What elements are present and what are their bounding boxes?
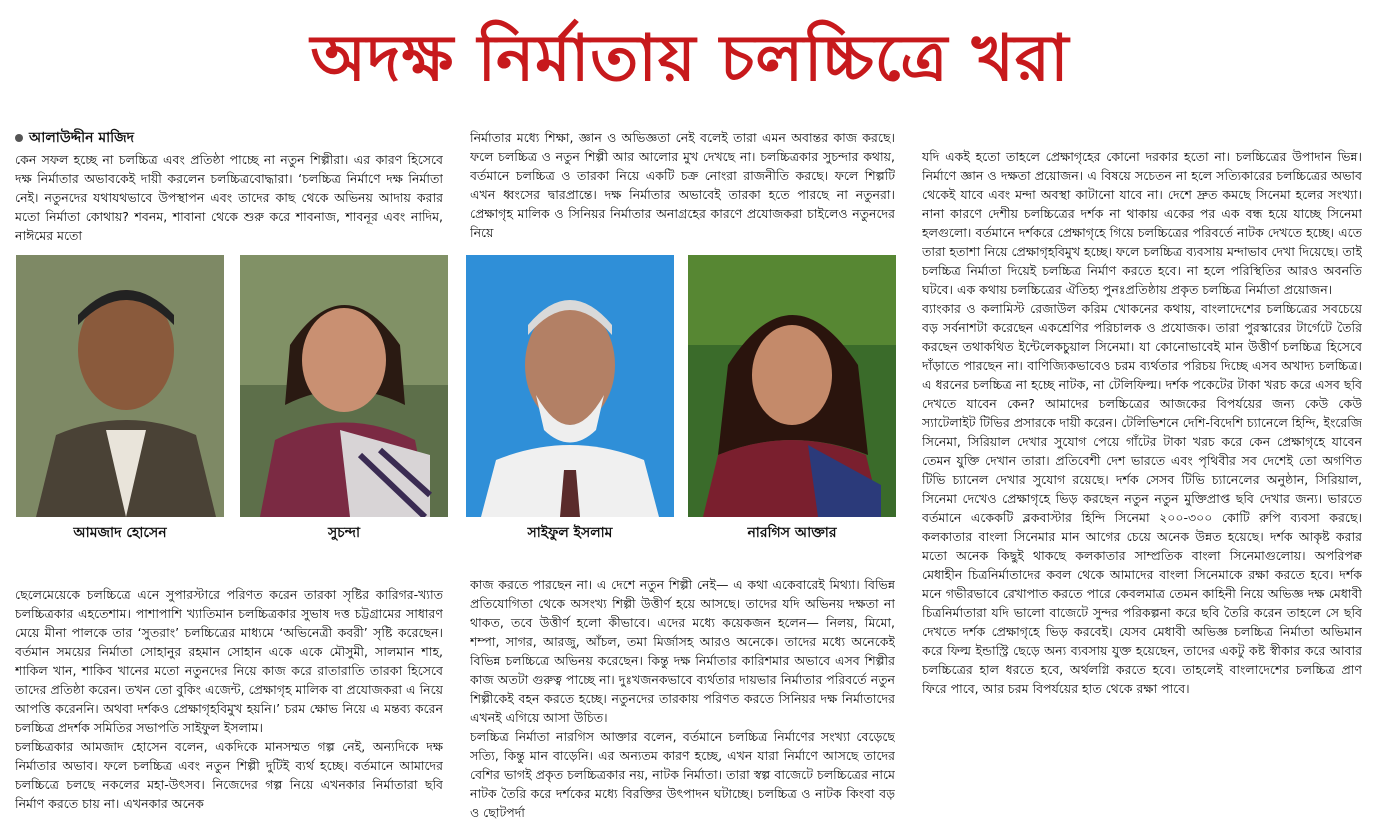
paragraph: ছেলেমেয়েকে চলচ্চিত্রে এনে সুপারস্টারে পরিণত করেন তারকা সৃষ্টির কারিগর-খ্যাত চলচ্চিত্রকার এহতেশাম। পাশাপাশি খ্যাতিমান চলচ্চিত্রকার সুভাষ দত্ত চট্টগ্রামের সাধারণ মেয়ে মীনা পালকে তার ‘সুতরাং’ চলচ্চিত্রের মাধ্যমে ‘অভিনেত্রী কবরী’ সৃষ্টি করেছেন। বর্তমান সময়ের নির্মাতা সোহানুর রহমান সোহান একে একে মৌসুমী, সালমান শাহ, শাকিল খান, শাকিব খানের মতো নতুনদের নিয়ে কাজ করে রাতারাতি তারকা হিসেবে তাদের প্রতিষ্ঠা করেন। তখন তো বুকিং এজেন্ট, প্রেক্ষাগৃহ মালিক বা প্রযোজকরা এ নিয়ে আপত্তি করেননি। অথবা দর্শকও প্রেক্ষাগৃহবিমুখ হয়নি।’ চরম ক্ষোভ নিয়ে এ মন্তব্য করেন চলচ্চিত্র প্রদর্শক সমিতির সভাপতি সাইফুল ইসলাম। চলচ্চিত্রকার আমজাদ হোসেন বলেন, একদিকে মানসম্মত গল্প নেই, অন্যদিকে দক্ষ নির্মাতার অভাব। ফলে চলচ্চিত্র এবং নতুন শিল্পী দুটিই ব্যর্থ হচ্ছে। বর্তমানে আমাদের চলচ্চিত্রে চলছে নকলের মহা-উৎসব। নিজেদের গল্প নিয়ে এখনকার নির্মাতারা ছবি নির্মাণ করতে চায় না। এখনকার অনেক bbox=[15, 587, 443, 811]
headline: অদক্ষ নির্মাতায় চলচ্চিত্রে খরা bbox=[310, 22, 1070, 96]
photo-nargis-akter bbox=[688, 255, 896, 517]
paragraph: যদি একই হতো তাহলে প্রেক্ষাগৃহের কোনো দরকার হতো না। চলচ্চিত্রের উপাদান ভিন্ন। নির্মাণে জ্ঞান ও দক্ষতা প্রয়োজন। এ বিষয়ে সচেতন না হলে সত্যিকারের চলচ্চিত্রের অভাব থেকেই যাবে এবং মন্দা অবস্থা কাটানো যাবে না। দেশে দ্রুত কমছে সিনেমা হলের সংখ্যা। নানা কারণে দেশীয় চলচ্চিত্রের দর্শক না থাকায় একের পর এক বন্ধ হয়ে যাচ্ছে সিনেমা হলগুলো। বর্তমানে দর্শকরে প্রেক্ষাগৃহে গিয়ে চলচ্চিত্রের পরিবর্তে নাটক দেখতে হচ্ছে। এতে তারা হতাশা নিয়ে প্রেক্ষাগৃহবিমুখ হচ্ছে। ফলে চলচ্চিত্র ব্যবসায় মন্দাভাব দেখা দিয়েছে। তাই চলচ্চিত্র নির্মাতা দিয়েই চলচ্চিত্র নির্মাণ করতে হবে। না হলে পরিস্থিতির আরও অবনতি ঘটবে। এক কথায় চলচ্চিত্রের ঐতিহ্য পুনঃপ্রতিষ্ঠায় প্রকৃত চলচ্চিত্র নির্মাতা প্রয়োজন। ব্যাংকার ও কলামিস্ট রেজাউল করিম খোকনের কথায়, বাংলাদেশের চলচ্চিত্রের সবচেয়ে বড় সর্বনাশটা করেছেন একশ্রেণির পরিচালক ও প্রযোজক। তারা পুরস্কারের টার্গেটে তৈরি করছেন তথাকথিত ইন্টেলেকচুয়াল সিনেমা। যা কোনোভাবেই মান উত্তীর্ণ চলচ্চিত্র হিসেবে দাঁড়াতে পারছেন না। বাণিজ্যিকভাবেও চরম ব্যর্থতার পরিচয় দিচ্ছে এসব অখাদ্য চলচ্চিত্র। এ ধরনের চলচ্চিত্র না হচ্ছে নাটক, না টেলিফিল্ম। দর্শক পকেটের টাকা খরচ করে এসব ছবি দেখতে যাবেন কেন? আমাদের চলচ্চিত্রের আজকের বিপর্যয়ের জন্য কেউ কেউ স্যাটেলাইট টিভির প্রসারকে দায়ী করেন। টেলিভিশনে দেশি-বিদেশি চ্যানেলে হিন্দি, ইংরেজি সিনেমা, সিরিয়াল দেখার সুযোগ পেয়ে গাঁটের টাকা খরচ করে কেন প্রেক্ষাগৃহে যাবেন তেমন যুক্তি দেখান তারা। প্রতিবেশী দেশ ভারতে এবং পৃথিবীর সব দেশেই তো অগণিত টিভি চ্যানেল দেখার সুযোগ রয়েছে। দর্শক সেসব টিভি চ্যানেলের অনুষ্ঠান, সিরিয়াল, সিনেমা দেখেও প্রেক্ষাগৃহে ভিড় করছেন নতুন নতুন মুক্তিপ্রাপ্ত ছবি দেখার জন্য। ভারতে বর্তমানে একেকটি ব্লকবাস্টার হিন্দি সিনেমা ২০০-৩০০ কোটি রুপি ব্যবসা করছে। কলকাতার বাংলা সিনেমার মান আগের চেয়ে অনেক উন্নত হয়েছে। দর্শক আকৃষ্ট করার মতো অনেক কিছুই থাকছে কলকাতার সাম্প্রতিক বাংলা সিনেমাগুলোয়। অপরিপক্ব মেধাহীন চিত্রনির্মাতাদের কবল থেকে আমাদের বাংলা সিনেমাকে রক্ষা করতে হবে। দর্শক মনে গভীরভাবে রেখাপাত করতে পারে কেবলমাত্র তেমন কাহিনী নিয়ে অভিজ্ঞ দক্ষ মেধাবী চিত্রনির্মাতারা যদি ভালো বাজেটে সুন্দর পরিকল্পনা করে ছবি তৈরি করেন তাহলে সে ছবি দেখতে দর্শক প্রেক্ষাগৃহে ভিড় করবেই। যেসব মেধাবী অভিজ্ঞ চলচ্চিত্র নির্মাতা অভিমান করে ফিল্ম ইন্ডাস্ট্রি ছেড়ে অন্য ব্যবসায় যুক্ত হয়েছেন, তাদের একটু কষ্ট স্বীকার করে আবার চলচ্চিত্রের হাল ধরতে হবে, অর্থলগ্নি করতে হবে। তাহলেই বাংলাদেশের চলচ্চিত্র প্রাণ ফিরে পাবে, আর চরম বিপর্যয়ের হাত থেকে রক্ষা পাবে। bbox=[922, 149, 1362, 696]
byline bbox=[15, 128, 443, 148]
paragraph: কেন সফল হচ্ছে না চলচ্চিত্র এবং প্রতিষ্ঠা পাচ্ছে না নতুন শিল্পীরা। এর কারণ হিসেবে দক্ষ নির্মাতার অভাবকেই দায়ী করলেন চলচ্চিত্রবোদ্ধারা। ‘চলচ্চিত্র নির্মাণে দক্ষ নির্মাতা নেই। নতুনদের যথাযথভাবে উপস্থাপন এবং তাদের কাছ থেকে অভিনয় আদায় করার মতো নির্মাতা কোথায়? শবনম, শাবানা থেকে শুরু করে শাবনাজ, শাবনূর এবং নাদিম, নাঈমের মতো bbox=[15, 152, 443, 243]
author-name: আলাউদ্দীন মাজিদ bbox=[29, 130, 135, 146]
article-column-1-top bbox=[15, 128, 443, 252]
bullet-icon bbox=[15, 134, 23, 142]
photo-caption: আমজাদ হোসেন bbox=[73, 525, 167, 541]
article-column-3 bbox=[922, 128, 1362, 826]
photo-suchanda bbox=[240, 255, 448, 517]
article-column-2-bottom bbox=[470, 556, 895, 828]
article-column-1-bottom bbox=[15, 566, 443, 828]
article-column-2-top bbox=[470, 128, 895, 252]
paragraph: কাজ করতে পারছেন না। এ দেশে নতুন শিল্পী নেই— এ কথা একেবারেই মিথ্যা। বিভিন্ন প্রতিযোগিতা থেকে অসংখ্য শিল্পী উত্তীর্ণ হয়ে আসছে। তাদের যদি অভিনয় দক্ষতা না থাকত, তবে উত্তীর্ণ হলো কীভাবে। এদের মধ্যে কয়েকজন হলেন— নিলয়, মিমো, শম্পা, সাগর, আরজু, আঁচল, তমা মির্জাসহ আরও অনেকে। তাদের মধ্যে অনেকেই বিভিন্ন চলচ্চিত্রে অভিনয় করেছেন। কিন্তু দক্ষ নির্মাতার কারিশমার অভাবে এসব শিল্পীর কাজ অতটা গুরুত্ব পাচ্ছে না। দুঃখজনকভাবে ব্যর্থতার দায়ভার নির্মাতার পরিবর্তে নতুন শিল্পীকেই বহন করতে হচ্ছে। নতুনদের তারকায় পরিণত করতে সিনিয়র দক্ষ নির্মাতাদের এখনই এগিয়ে আসা উচিত। চলচ্চিত্র নির্মাতা নারগিস আক্তার বলেন, বর্তমানে চলচ্চিত্র নির্মাণের সংখ্যা বেড়েছে সত্যি, কিন্তু মান বাড়েনি। এর অন্যতম কারণ হচ্ছে, এখন যারা নির্মাণে আসছে তাদের বেশির ভাগই প্রকৃত চলচ্চিত্রকার নয়, নাটক নির্মাতা। তারা স্বল্প বাজেটে চলচ্চিত্রের নামে নাটক তৈরি করে দর্শকের মধ্যে বিরক্তির উৎপাদন ঘটাচ্ছে। চলচ্চিত্র ও নাটক কিংবা বড় ও ছোটপর্দা bbox=[470, 577, 895, 820]
photo-caption: সুচন্দা bbox=[327, 525, 361, 541]
photo-caption: সাইফুল ইসলাম bbox=[527, 525, 613, 541]
paragraph: নির্মাতার মধ্যে শিক্ষা, জ্ঞান ও অভিজ্ঞতা নেই বলেই তারা এমন অবান্তর কাজ করছে। ফলে চলচ্চিত্র ও নতুন শিল্পী আর আলোর মুখ দেখছে না। চলচ্চিত্রকার সুচন্দার কথায়, বর্তমানে চলচ্চিত্র ও তারকা নিয়ে একটি চক্র নোংরা রাজনীতি করছে। ফলে শিল্পটি এখন ধ্বংসের দ্বারপ্রান্তে। দক্ষ নির্মাতার অভাবেই তারকা হতে পারছে না নতুনরা। প্রেক্ষাগৃহ মালিক ও সিনিয়র নির্মাতার অনাগ্রহের কারণে প্রযোজকরা চাইলেও নতুনদের নিয়ে bbox=[470, 130, 895, 240]
photo-saiful-islam bbox=[466, 255, 674, 517]
photo-amjad-hossain bbox=[16, 255, 224, 517]
photo-caption: নারগিস আক্তার bbox=[747, 525, 837, 541]
